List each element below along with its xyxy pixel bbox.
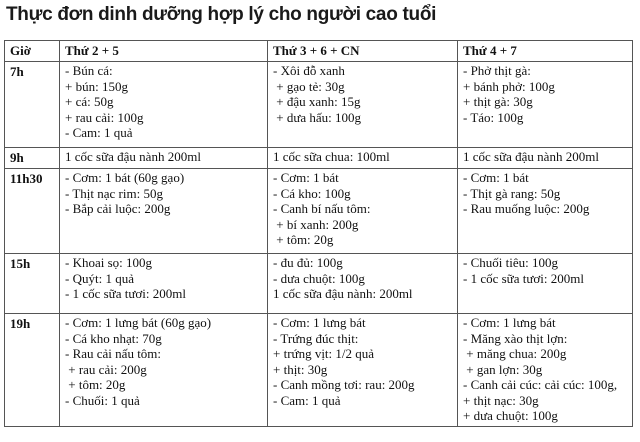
menu-line: - Canh mồng tơi: rau: 200g (273, 377, 415, 392)
menu-cell (268, 314, 458, 427)
menu-cell (458, 254, 633, 314)
menu-line: - Chuối tiêu: 100g (463, 255, 558, 270)
menu-line: - 1 cốc sữa tươi: 200ml (463, 270, 584, 286)
menu-line: - Bắp cải luộc: 200g (65, 201, 171, 216)
menu-line: - Thịt nạc rim: 50g (65, 185, 163, 201)
menu-line: - Quýt: 1 quả (65, 270, 134, 286)
header-row (5, 41, 633, 62)
table-row (5, 169, 633, 254)
table-row (5, 148, 633, 169)
menu-line: 1 cốc sữa đậu nành 200ml (463, 149, 599, 164)
menu-line: + trứng vịt: 1/2 quả (273, 346, 375, 361)
menu-line: + rau cải: 200g (65, 361, 147, 377)
menu-line: + dưa chuột: 100g (463, 408, 558, 423)
menu-line: + bún: 150g (65, 78, 128, 94)
menu-cell (458, 169, 633, 254)
menu-line: - Cá kho nhạt: 70g (65, 330, 162, 346)
menu-cell (268, 169, 458, 254)
menu-line: - Cơm: 1 bát (273, 170, 339, 185)
menu-line: + bánh phở: 100g (463, 78, 555, 94)
menu-cell (268, 254, 458, 314)
menu-line: 1 cốc sữa đậu nành 200ml (65, 149, 201, 164)
menu-cell (60, 148, 268, 169)
menu-line: - Trứng đúc thịt: (273, 330, 359, 346)
menu-line: + đậu xanh: 15g (273, 94, 361, 109)
menu-line: - Bún cá: (65, 63, 113, 78)
header-time: Giờ (5, 41, 60, 62)
menu-line: + rau cải: 100g (65, 109, 144, 125)
menu-line: - Khoai sọ: 100g (65, 255, 153, 270)
menu-line: - Xôi đỗ xanh (273, 63, 345, 78)
menu-line: + cá: 50g (65, 94, 114, 109)
menu-line: - đu đủ: 100g (273, 255, 343, 270)
menu-line: 1 cốc sữa chua: 100ml (273, 149, 390, 164)
menu-line: - Cơm: 1 lưng bát (463, 315, 556, 330)
menu-cell (60, 62, 268, 148)
menu-line: - dưa chuột: 100g (273, 270, 365, 286)
menu-line: - Măng xào thịt lợn: (463, 330, 568, 346)
time-cell: 11h30 (5, 169, 60, 254)
menu-cell (60, 169, 268, 254)
table-row (5, 254, 633, 314)
menu-line: + thịt gà: 30g (463, 94, 533, 109)
menu-line: - Cơm: 1 lưng bát (273, 315, 366, 330)
time-cell: 7h (5, 62, 60, 148)
menu-line: - Chuối: 1 quả (65, 392, 140, 408)
cropped-footer-text (4, 434, 632, 442)
menu-line: - Rau cải nấu tôm: (65, 346, 162, 361)
menu-cell (458, 314, 633, 427)
menu-cell (60, 314, 268, 427)
menu-line: - Cơm: 1 bát (463, 170, 529, 185)
table-row (5, 314, 633, 427)
menu-line: + măng chua: 200g (463, 346, 567, 361)
header-mon-fri: Thứ 2 + 5 (60, 41, 268, 62)
menu-line: - Canh cải cúc: cải cúc: 100g, (463, 377, 618, 392)
menu-line: - Phở thịt gà: (463, 63, 531, 78)
time-cell: 9h (5, 148, 60, 169)
menu-line: + thịt nạc: 30g (463, 392, 539, 408)
menu-line: - 1 cốc sữa tươi: 200ml (65, 286, 186, 301)
menu-cell (268, 148, 458, 169)
page-title: Thực đơn dinh dưỡng hợp lý cho người cao tuổi (6, 4, 437, 25)
header-wed-sat: Thứ 4 + 7 (458, 41, 633, 62)
table-row (5, 62, 633, 148)
time-cell: 19h (5, 314, 60, 427)
header-tue-sat-sun: Thứ 3 + 6 + CN (268, 41, 458, 62)
menu-line: - Cá kho: 100g (273, 185, 351, 201)
menu-line: + gạo tẻ: 30g (273, 78, 345, 94)
menu-line: - Cơm: 1 bát (60g gạo) (65, 170, 185, 185)
menu-line: + bí xanh: 200g (273, 216, 359, 232)
menu-line: + thịt: 30g (273, 361, 328, 377)
menu-line: - Cam: 1 quả (65, 125, 133, 140)
time-cell: 15h (5, 254, 60, 314)
menu-line: + tôm: 20g (65, 377, 126, 392)
menu-line: + tôm: 20g (273, 232, 334, 247)
menu-cell (458, 148, 633, 169)
menu-line: - Rau muống luộc: 200g (463, 201, 590, 216)
menu-line: + dưa hấu: 100g (273, 109, 362, 125)
menu-cell (458, 62, 633, 148)
menu-line: - Cam: 1 quả (273, 392, 341, 408)
menu-line: - Cơm: 1 lưng bát (60g gạo) (65, 315, 212, 330)
menu-cell (268, 62, 458, 148)
menu-cell (60, 254, 268, 314)
menu-line: - Thịt gà rang: 50g (463, 185, 561, 201)
menu-line: - Táo: 100g (463, 109, 524, 125)
menu-line: 1 cốc sữa đậu nành: 200ml (273, 286, 413, 301)
menu-line: - Canh bí nấu tôm: (273, 201, 371, 216)
menu-line: + gan lợn: 30g (463, 361, 543, 377)
menu-table (4, 40, 633, 427)
